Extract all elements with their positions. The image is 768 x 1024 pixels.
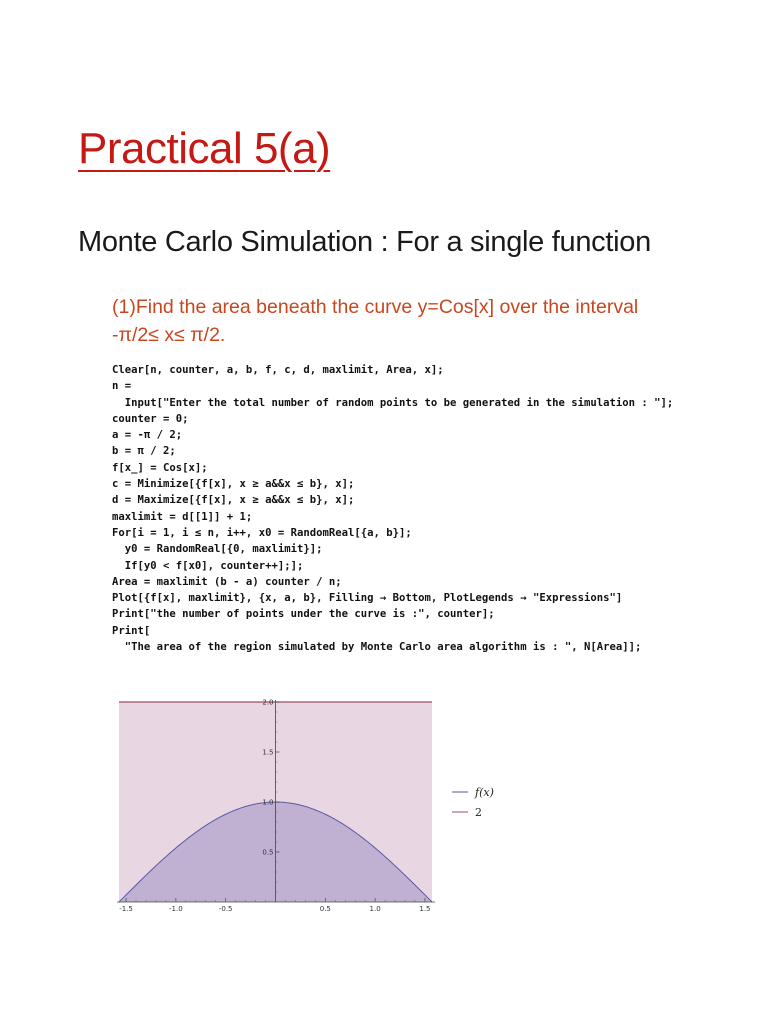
code-line: d = Maximize[{f[x], x ≥ a&&x ≤ b}, x];	[112, 494, 355, 507]
code-line: Print[	[112, 624, 151, 637]
x-tick-label: 0.5	[319, 905, 331, 913]
question-text	[112, 293, 712, 349]
y-tick-label: 0.5	[262, 848, 274, 857]
code-line: y0 = RandomReal[{0, maxlimit}];	[112, 543, 323, 556]
x-tick-label: -1.0	[169, 905, 183, 913]
x-tick-label: -1.5	[119, 905, 133, 913]
x-tick-label: 1.5	[419, 905, 431, 913]
legend-label: 2	[475, 806, 482, 819]
code-line: If[y0 < f[x0], counter++];];	[112, 559, 304, 572]
code-line: For[i = 1, i ≤ n, i++, x0 = RandomReal[{a, b}];	[112, 526, 412, 539]
legend-label: f(x)	[475, 786, 494, 799]
x-tick-label: -0.5	[218, 905, 233, 913]
page-title: Practical 5(a)	[78, 124, 331, 173]
code-line: counter = 0;	[112, 412, 189, 425]
area-chart	[100, 690, 500, 920]
question-line-1: (1)Find the area beneath the curve y=Cos[x] over the interval	[112, 296, 639, 318]
question-line-2: -π/2≤ x≤ π/2.	[112, 324, 226, 346]
code-line: n =	[112, 380, 132, 393]
y-tick-label: 1.5	[262, 748, 274, 757]
code-line: f[x_] = Cos[x];	[112, 461, 208, 474]
y-tick-label: 2.0	[262, 698, 274, 707]
code-line: a = -π / 2;	[112, 429, 183, 442]
code-line: Clear[n, counter, a, b, f, c, d, maxlimit, Area, x];	[112, 364, 444, 376]
code-line: Input["Enter the total number of random points to be generated in the simulation : "];	[112, 396, 674, 409]
code-line: Print["the number of points under the curve is :", counter];	[112, 608, 495, 621]
x-tick-label: 1.0	[369, 905, 381, 913]
code-line: "The area of the region simulated by Monte Carlo area algorithm is : ", N[Area]];	[112, 641, 642, 654]
code-line: Plot[{f[x], maxlimit}, {x, a, b}, Filling → Bottom, PlotLegends → "Expressions"]	[112, 592, 623, 605]
code-line: Area = maxlimit (b - a) counter / n;	[112, 575, 342, 588]
code-line: b = π / 2;	[112, 445, 176, 458]
code-line: c = Minimize[{f[x], x ≥ a&&x ≤ b}, x];	[112, 478, 355, 491]
section-subtitle: Monte Carlo Simulation : For a single function	[78, 226, 651, 258]
y-tick-label: 1.0	[262, 798, 274, 807]
code-line: maxlimit = d[[1]] + 1;	[112, 510, 253, 523]
code-block	[112, 362, 673, 655]
